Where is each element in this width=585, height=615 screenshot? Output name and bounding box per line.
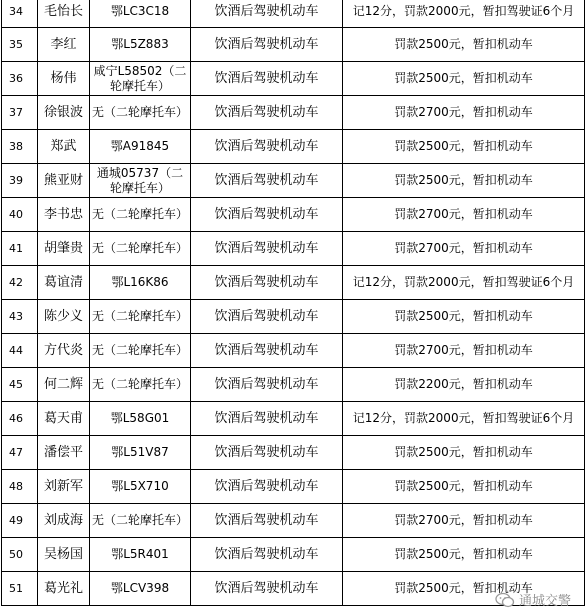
violation-type: 饮酒后驾驶机动车 [191,300,343,334]
penalty-text: 罚款2500元，暂扣机动车 [343,164,585,198]
plate-number: 无（二轮摩托车） [90,96,191,130]
driver-name: 刘新军 [38,470,90,504]
watermark [495,590,571,609]
plate-number: 无（二轮摩托车） [90,334,191,368]
table-row [2,504,585,538]
violation-type: 饮酒后驾驶机动车 [191,334,343,368]
penalty-text: 记12分，罚款2000元，暂扣驾驶证6个月 [343,402,585,436]
table-row [2,0,585,28]
plate-number: 无（二轮摩托车） [90,504,191,538]
violation-type: 饮酒后驾驶机动车 [191,470,343,504]
driver-name: 葛天甫 [38,402,90,436]
violation-type: 饮酒后驾驶机动车 [191,402,343,436]
violation-type: 饮酒后驾驶机动车 [191,62,343,96]
row-number: 35 [2,28,38,62]
penalty-text: 罚款2500元，暂扣机动车 [343,28,585,62]
table-row [2,470,585,504]
row-number: 43 [2,300,38,334]
penalty-text: 罚款2500元，暂扣机动车 [343,572,585,606]
penalty-text: 罚款2700元，暂扣机动车 [343,198,585,232]
plate-number: 鄂L5X710 [90,470,191,504]
violation-type: 饮酒后驾驶机动车 [191,572,343,606]
driver-name: 熊亚财 [38,164,90,198]
plate-number: 鄂L5R401 [90,538,191,572]
driver-name: 胡肇贵 [38,232,90,266]
driver-name: 刘成海 [38,504,90,538]
plate-number: 鄂LCV398 [90,572,191,606]
table-row [2,538,585,572]
table-row [2,266,585,300]
penalty-text: 记12分，罚款2000元，暂扣驾驶证6个月 [343,266,585,300]
plate-number: 鄂A91845 [90,130,191,164]
violation-type: 饮酒后驾驶机动车 [191,504,343,538]
row-number: 42 [2,266,38,300]
driver-name: 葛谊清 [38,266,90,300]
table-row [2,402,585,436]
penalty-text: 罚款2500元，暂扣机动车 [343,62,585,96]
violation-type: 饮酒后驾驶机动车 [191,436,343,470]
driver-name: 潘偿平 [38,436,90,470]
penalty-text: 罚款2700元，暂扣机动车 [343,232,585,266]
plate-number: 无（二轮摩托车） [90,368,191,402]
table-row [2,28,585,62]
row-number: 48 [2,470,38,504]
table-row [2,164,585,198]
violation-type: 饮酒后驾驶机动车 [191,28,343,62]
violation-type: 饮酒后驾驶机动车 [191,368,343,402]
penalty-text: 罚款2500元，暂扣机动车 [343,300,585,334]
penalty-text: 罚款2200元，暂扣机动车 [343,368,585,402]
penalty-text: 记12分，罚款2000元，暂扣驾驶证6个月 [343,0,585,28]
plate-number: 无（二轮摩托车） [90,232,191,266]
driver-name: 葛光礼 [38,572,90,606]
table-row [2,334,585,368]
plate-number: 鄂L58G01 [90,402,191,436]
plate-number: 无（二轮摩托车） [90,300,191,334]
row-number: 45 [2,368,38,402]
row-number: 36 [2,62,38,96]
watermark-text: 通城交警 [518,594,571,609]
row-number: 38 [2,130,38,164]
violation-table [1,0,585,606]
violation-type: 饮酒后驾驶机动车 [191,266,343,300]
driver-name: 李书忠 [38,198,90,232]
driver-name: 何二辉 [38,368,90,402]
violation-type: 饮酒后驾驶机动车 [191,164,343,198]
table-row [2,232,585,266]
violation-type: 饮酒后驾驶机动车 [191,538,343,572]
driver-name: 毛怡长 [38,0,90,28]
table-row [2,130,585,164]
driver-name: 郑武 [38,130,90,164]
row-number: 47 [2,436,38,470]
plate-number: 鄂L16K86 [90,266,191,300]
table-row [2,368,585,402]
row-number: 51 [2,572,38,606]
row-number: 39 [2,164,38,198]
driver-name: 徐银波 [38,96,90,130]
table-row [2,96,585,130]
plate-number: 鄂LC3C18 [90,0,191,28]
table-body [2,0,585,606]
driver-name: 杨伟 [38,62,90,96]
table-row [2,300,585,334]
driver-name: 陈少义 [38,300,90,334]
row-number: 49 [2,504,38,538]
row-number: 50 [2,538,38,572]
penalty-text: 罚款2500元，暂扣机动车 [343,470,585,504]
driver-name: 吴杨国 [38,538,90,572]
violation-type: 饮酒后驾驶机动车 [191,0,343,28]
table-row [2,436,585,470]
row-number: 41 [2,232,38,266]
row-number: 34 [2,0,38,28]
penalty-text: 罚款2500元，暂扣机动车 [343,436,585,470]
violation-type: 饮酒后驾驶机动车 [191,198,343,232]
violation-type: 饮酒后驾驶机动车 [191,96,343,130]
driver-name: 方代炎 [38,334,90,368]
wechat-icon [495,592,515,608]
table-row [2,198,585,232]
row-number: 46 [2,402,38,436]
row-number: 40 [2,198,38,232]
penalty-text: 罚款2700元，暂扣机动车 [343,504,585,538]
penalty-text: 罚款2700元，暂扣机动车 [343,334,585,368]
plate-number: 通城05737（二轮摩托车） [90,164,191,198]
row-number: 37 [2,96,38,130]
plate-number: 鄂L51V87 [90,436,191,470]
violation-type: 饮酒后驾驶机动车 [191,232,343,266]
violation-type: 饮酒后驾驶机动车 [191,130,343,164]
driver-name: 李红 [38,28,90,62]
penalty-text: 罚款2700元，暂扣机动车 [343,96,585,130]
plate-number: 无（二轮摩托车） [90,198,191,232]
penalty-text: 罚款2500元，暂扣机动车 [343,538,585,572]
row-number: 44 [2,334,38,368]
penalty-text: 罚款2500元，暂扣机动车 [343,130,585,164]
plate-number: 鄂L5Z883 [90,28,191,62]
table-row [2,62,585,96]
plate-number: 咸宁L58502（二轮摩托车） [90,62,191,96]
